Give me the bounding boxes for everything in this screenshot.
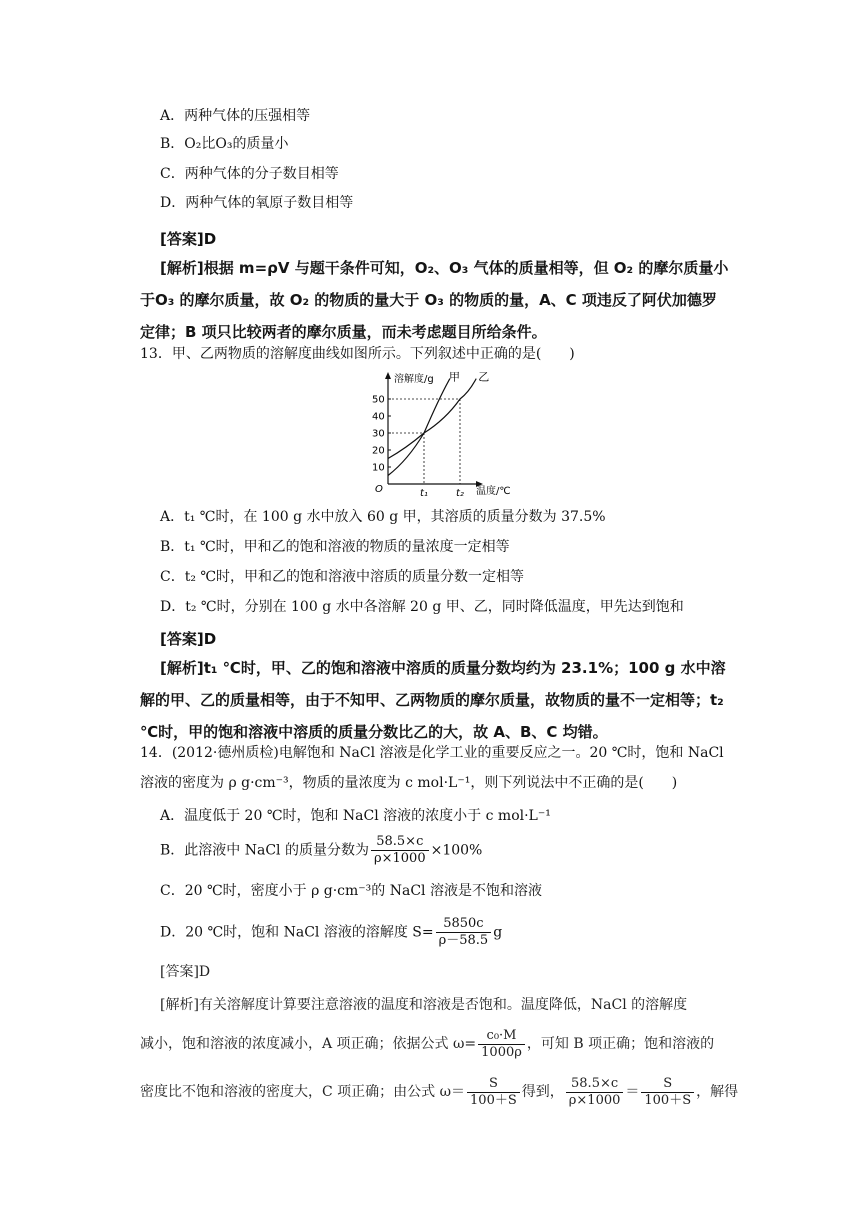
q14-explanation-line3 xyxy=(140,1072,740,1112)
q14-explanation-line1: [解析]有关溶解度计算要注意溶液的温度和溶液是否饱和。温度降低，NaCl 的溶解度 xyxy=(160,997,688,1013)
explanation-text: ，解得 xyxy=(696,1084,739,1100)
explanation-text: 减小，饱和溶液的浓度减小，A 项正确；依据公式 ω= xyxy=(140,1036,477,1052)
solubility-formula xyxy=(436,916,492,949)
series-line xyxy=(388,379,450,476)
q13-explanation: [解析]t₁ ℃时，甲、乙的饱和溶液中溶质的质量分数均约为 23.1%；100 g 水中溶解的甲、乙的质量相等，由于不知甲、乙两物质的摩尔质量，故物质的量不一定相等；t₂ ℃时，甲的饱和溶液中溶质的质量分数比乙的大，故 A、B、C 均错。 xyxy=(140,659,726,741)
q12-option-d: D．两种气体的氧原子数目相等 xyxy=(160,195,354,211)
formula-denominator: 100＋S xyxy=(470,1092,517,1108)
mass-fraction-formula xyxy=(371,834,429,867)
explanation-text: 得到， xyxy=(521,1084,564,1100)
y-tick-label: 40 xyxy=(372,411,385,423)
formula-numerator: 58.5×c xyxy=(371,834,429,851)
q13-answer: [答案]D xyxy=(160,630,217,648)
q14-option-b-text: B．此溶液中 NaCl 的质量分数为 xyxy=(160,842,369,859)
q14-stem: 14．(2012·德州质检)电解饱和 NaCl 溶液是化学工业的重要反应之一。20 ℃时，饱和 NaCl 溶液的密度为 ρ g·cm⁻³，物质的量浓度为 c mol·L⁻¹，则下列说法中不正确的是( ) xyxy=(140,745,724,791)
formula-numerator: 5850c xyxy=(436,916,492,933)
q14-option-b xyxy=(160,834,482,867)
formula-denominator: ρ×1000 xyxy=(373,851,426,866)
y-tick-label: 10 xyxy=(372,462,385,474)
concentration-formula xyxy=(478,1028,525,1061)
q14-option-d-suffix: g xyxy=(493,924,503,941)
fraction-s xyxy=(467,1076,520,1109)
formula-denominator: ρ×1000 xyxy=(568,1092,621,1108)
x-tick-label: t₂ xyxy=(456,488,464,498)
q12-option-b: B．O₂比O₃的质量小 xyxy=(160,136,289,152)
y-tick-label: 50 xyxy=(372,394,385,406)
origin-label: O xyxy=(375,484,383,495)
q12-option-c: C．两种气体的分子数目相等 xyxy=(160,166,339,182)
explanation-text: 密度比不饱和溶液的密度大，C 项正确；由公式 ω＝ xyxy=(140,1084,466,1100)
q14-option-d-text: D．20 ℃时，饱和 NaCl 溶液的溶解度 S= xyxy=(160,924,434,941)
explanation-text: ，可知 B 项正确；饱和溶液的 xyxy=(526,1036,715,1052)
x-axis-label: 温度/℃ xyxy=(476,486,511,497)
y-axis-arrow xyxy=(385,372,391,379)
formula-denominator: ρ－58.5 xyxy=(438,933,489,948)
series-label: 甲 xyxy=(449,370,460,384)
formula-numerator: S xyxy=(641,1076,694,1093)
y-tick-label: 20 xyxy=(372,445,385,457)
fraction-s-2 xyxy=(641,1076,694,1109)
formula-numerator: c₀·M xyxy=(478,1028,525,1045)
x-tick-label: t₁ xyxy=(420,488,428,498)
solubility-chart xyxy=(362,368,562,498)
q14-option-b-suffix: ×100% xyxy=(430,842,483,859)
series-line xyxy=(388,379,476,459)
q14-option-d xyxy=(160,916,502,949)
q14-answer: [答案]D xyxy=(160,964,211,980)
q13-option-c: C．t₂ ℃时，甲和乙的饱和溶液中溶质的质量分数一定相等 xyxy=(160,569,525,585)
formula-denominator: 100＋S xyxy=(644,1092,692,1108)
y-axis-label: 溶解度/g xyxy=(394,374,434,385)
series-label: 乙 xyxy=(478,370,490,384)
fraction-mass xyxy=(566,1076,624,1109)
q12-explanation: [解析]根据 m=ρV 与题干条件可知，O₂、O₃ 气体的质量相等，但 O₂ 的摩尔质量小于O₃ 的摩尔质量，故 O₂ 的物质的量大于 O₃ 的物质的量，A、C 项违反了阿伏加德罗定律；B 项只比较两者的摩尔质量，而未考虑题目所给条件。 xyxy=(140,259,729,341)
q14-option-c: C．20 ℃时，密度小于 ρ g·cm⁻³的 NaCl 溶液是不饱和溶液 xyxy=(160,883,542,899)
equals-sign: ＝ xyxy=(625,1084,640,1100)
q14-explanation-line2 xyxy=(140,1024,740,1064)
q13-stem: 13．甲、乙两物质的溶解度曲线如图所示。下列叙述中正确的是( ) xyxy=(140,346,575,362)
q14-option-a: A．温度低于 20 ℃时，饱和 NaCl 溶液的浓度小于 c mol·L⁻¹ xyxy=(160,808,551,824)
q13-option-a: A．t₁ ℃时，在 100 g 水中放入 60 g 甲，其溶质的质量分数为 37.5% xyxy=(160,509,606,525)
q13-option-b: B．t₁ ℃时，甲和乙的饱和溶液的物质的量浓度一定相等 xyxy=(160,539,510,555)
y-tick-label: 30 xyxy=(372,428,385,440)
q12-option-a: A．两种气体的压强相等 xyxy=(160,108,311,124)
formula-denominator: 1000ρ xyxy=(481,1044,522,1060)
q13-option-d: D．t₂ ℃时，分别在 100 g 水中各溶解 20 g 甲、乙，同时降低温度，甲先达到饱和 xyxy=(160,599,684,615)
formula-numerator: S xyxy=(467,1076,520,1093)
formula-numerator: 58.5×c xyxy=(566,1076,624,1093)
q12-answer: [答案]D xyxy=(160,230,217,248)
